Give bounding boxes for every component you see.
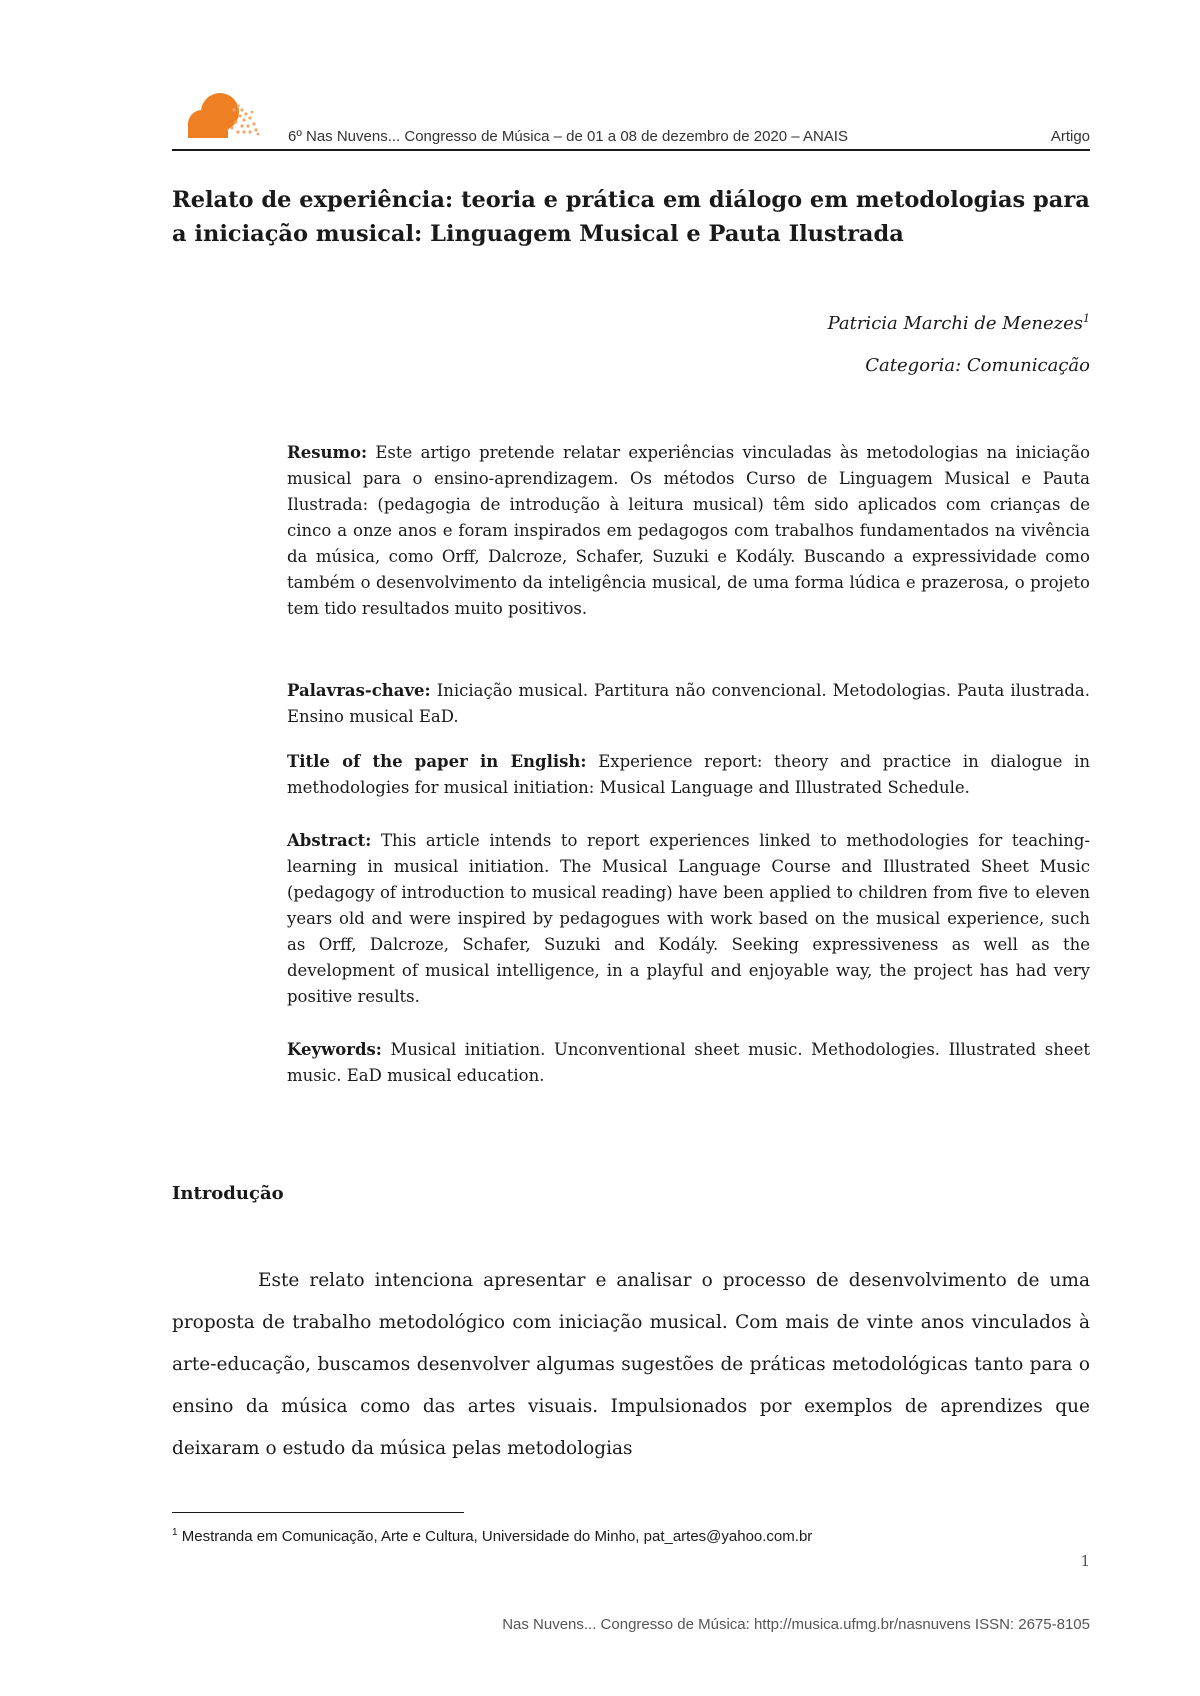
abstract-text: This article intends to report experiences linked to methodologies for teaching-learning in musical initiation. The Musical Language Course and Illustrated Sheet Music (pedagogy of introduction to musical reading) have been applied to children from five to eleven years old and were inspired by pedagogues with work based on the musical experience, such as Orff, Dalcroze, Schafer, Suzuki and Kodály. Seeking expressiveness as well as the development of musical intelligence, in a playful and enjoyable way, the project has had very positive results. [287, 831, 1090, 1006]
paper-title: Relato de experiência: teoria e prática em diálogo em metodologias para a iniciação musical: Linguagem Musical e Pauta Ilustrada [172, 187, 1090, 247]
palavras-chave-block [287, 678, 1090, 730]
author-line [828, 312, 1090, 334]
page-number: 1 [1080, 1552, 1090, 1570]
resumo-block [287, 440, 1090, 622]
introduction-paragraph: Este relato intenciona apresentar e analisar o processo de desenvolvimento de uma proposta de trabalho metodológico com iniciação musical. Com mais de vinte anos vinculados à arte-educação, buscamos desenvolver algumas sugestões de práticas metodológicas tanto para o ensino da música como das artes visuais. Impulsionados por exemplos de aprendizes que deixaram o estudo da música pelas metodologias [172, 1270, 1090, 1459]
footnote-text: Mestranda em Comunicação, Arte e Cultura, Universidade do Minho, pat_artes@yahoo.com.br [181, 1528, 813, 1545]
title-english-text: Experience report: theory and practice in dialogue in methodologies for musical initiation: Musical Language and Illustrated Schedule. [287, 752, 1090, 797]
title-english-block [287, 749, 1090, 801]
author-footnote-mark[interactable]: 1 [1083, 312, 1090, 325]
header-section-label: Artigo [1050, 128, 1090, 145]
abstract-label: Abstract: [287, 831, 372, 850]
keywords-text: Musical initiation. Unconventional sheet music. Methodologies. Illustrated sheet music. EaD musical education. [287, 1040, 1090, 1085]
palavras-chave-text: Iniciação musical. Partitura não convencional. Metodologias. Pauta ilustrada. Ensino musical EaD. [287, 681, 1090, 726]
introduction-heading: Introdução [172, 1183, 284, 1204]
abstract-block [287, 828, 1090, 1010]
keywords-block [287, 1037, 1090, 1089]
title-english-label: Title of the paper in English: [287, 752, 587, 771]
header-divider [172, 149, 1090, 151]
cloud-logo-icon [180, 88, 270, 144]
palavras-chave-label: Palavras-chave: [287, 681, 431, 700]
page-footer: Nas Nuvens... Congresso de Música: http://musica.ufmg.br/nasnuvens ISSN: 2675-8105 [502, 1616, 1090, 1633]
header-congress-line: 6º Nas Nuvens... Congresso de Música – de 01 a 08 de dezembro de 2020 – ANAIS [288, 128, 848, 145]
resumo-label: Resumo: [287, 443, 368, 462]
keywords-label: Keywords: [287, 1040, 382, 1059]
category-label: Categoria: Comunicação [865, 355, 1090, 376]
footnote-mark: 1 [172, 1527, 178, 1538]
resumo-text: Este artigo pretende relatar experiências vinculadas às metodologias na iniciação musical para o ensino-aprendizagem. Os métodos Curso de Linguagem Musical e Pauta Ilustrada: (pedagogia de introdução à leitura musical) têm sido aplicados com crianças de cinco a onze anos e foram inspirados em pedagogos com trabalhos fundamentados na vivência da música, como Orff, Dalcroze, Schafer, Suzuki e Kodály. Buscando a expressividade como também o desenvolvimento da inteligência musical, de uma forma lúdica e prazerosa, o projeto tem tido resultados muito positivos. [287, 443, 1090, 618]
footnote-divider [172, 1512, 464, 1513]
footnote [172, 1527, 812, 1545]
author-name: Patricia Marchi de Menezes [827, 313, 1083, 334]
